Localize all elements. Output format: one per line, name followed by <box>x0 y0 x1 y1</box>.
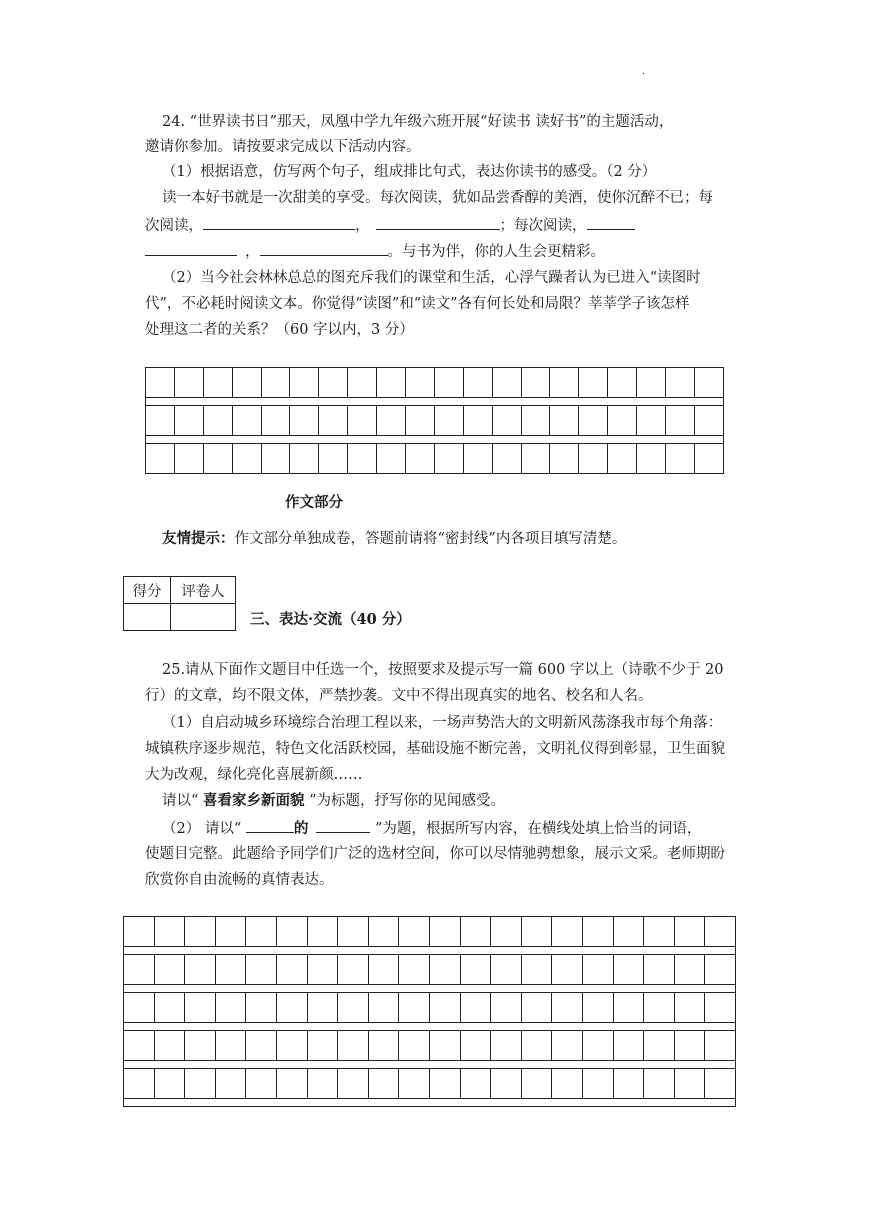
grid-cell[interactable] <box>174 406 203 436</box>
grid-cell[interactable] <box>348 368 377 398</box>
grid-cell[interactable] <box>124 917 155 947</box>
grid-cell[interactable] <box>705 1031 736 1061</box>
grid-cell[interactable] <box>203 368 232 398</box>
grid-cell[interactable] <box>307 917 338 947</box>
grid-cell[interactable] <box>582 917 613 947</box>
grid-separator-cell <box>124 947 736 955</box>
opt2-post: ”为题，根据所写内容，在横线处填上恰当的词语， <box>370 821 702 837</box>
grid-cell[interactable] <box>399 1069 430 1099</box>
grid-cell[interactable] <box>644 1069 675 1099</box>
grid-cell[interactable] <box>705 1069 736 1099</box>
grid-separator-cell <box>124 1023 736 1031</box>
grid-cell[interactable] <box>215 917 246 947</box>
grid-cell[interactable] <box>613 917 644 947</box>
grid-cell[interactable] <box>307 993 338 1023</box>
grid-cell[interactable] <box>232 444 261 474</box>
grid-cell[interactable] <box>203 444 232 474</box>
grid-cell[interactable] <box>644 1031 675 1061</box>
grid-cell[interactable] <box>246 1069 277 1099</box>
grid-cell[interactable] <box>215 1031 246 1061</box>
grid-cell[interactable] <box>694 406 723 436</box>
fill-b-end: 。与书为伴，你的人生会更精彩。 <box>387 244 605 260</box>
grid-row-separator <box>124 985 736 993</box>
grid-cell[interactable] <box>429 1069 460 1099</box>
grid-cell[interactable] <box>491 1031 522 1061</box>
opt2-pre: （2） 请以“ <box>162 821 246 837</box>
grid-cell[interactable] <box>185 1069 216 1099</box>
grid-cell[interactable] <box>552 1031 583 1061</box>
q25-opt2-line3: 欣赏你自由流畅的真情表达。 <box>145 872 334 888</box>
grid-cell[interactable] <box>463 406 492 436</box>
grid-cell[interactable] <box>460 993 491 1023</box>
grid-cell[interactable] <box>674 917 705 947</box>
grid-cell[interactable] <box>203 406 232 436</box>
grid-cell[interactable] <box>338 955 369 985</box>
tip-label: 友情提示： <box>162 530 235 547</box>
grid-cell[interactable] <box>399 917 430 947</box>
grid-cell[interactable] <box>460 1031 491 1061</box>
grid-cell[interactable] <box>154 955 185 985</box>
grid-cell[interactable] <box>124 993 155 1023</box>
grid-cell[interactable] <box>460 917 491 947</box>
grid-cell[interactable] <box>550 406 579 436</box>
grid-separator-cell <box>146 398 724 406</box>
grid-cell[interactable] <box>368 917 399 947</box>
grid-cell[interactable] <box>319 444 348 474</box>
grid-cell[interactable] <box>368 955 399 985</box>
grid-cell[interactable] <box>644 993 675 1023</box>
grid-cell[interactable] <box>174 368 203 398</box>
fill-comma-2: ， <box>245 244 260 260</box>
grid-cell[interactable] <box>246 955 277 985</box>
grid-cell[interactable] <box>582 993 613 1023</box>
q24-line2: 邀请你参加。请按要求完成以下活动内容。 <box>145 139 421 155</box>
grid-cell[interactable] <box>348 444 377 474</box>
grid-row-separator <box>146 398 724 406</box>
q24-sub2-line1: （2）当今社会林林总总的图充斥我们的课堂和生活，心浮气躁者认为已进入“读图时 <box>162 270 701 286</box>
answer-blank-2[interactable] <box>376 215 500 230</box>
grid-cell[interactable] <box>521 993 552 1023</box>
grid-cell[interactable] <box>246 1031 277 1061</box>
grid-separator-cell <box>124 985 736 993</box>
grid-cell[interactable] <box>246 993 277 1023</box>
grid-cell[interactable] <box>276 917 307 947</box>
title-blank-1[interactable] <box>246 818 294 833</box>
grid-cell[interactable] <box>154 1031 185 1061</box>
grid-cell[interactable] <box>124 955 155 985</box>
grid-cell[interactable] <box>492 368 521 398</box>
grid-cell[interactable] <box>666 368 695 398</box>
grid-cell[interactable] <box>582 1069 613 1099</box>
q25-opt1-line1: （1）自启动城乡环境综合治理工程以来，一场声势浩大的文明新风荡涤我市每个角落： <box>162 715 723 731</box>
q24-fill-line-a <box>145 215 745 236</box>
grid-separator-cell <box>146 436 724 444</box>
grid-cell[interactable] <box>521 955 552 985</box>
score-cell[interactable] <box>124 604 171 631</box>
grid-cell[interactable] <box>215 1069 246 1099</box>
grid-cell[interactable] <box>146 444 175 474</box>
q25-opt2-line2: 使题目完整。此题给予同学们广泛的选材空间，你可以尽情驰骋想象，展示文采。老师期盼 <box>145 846 725 862</box>
grid-cell[interactable] <box>232 406 261 436</box>
grader-header: 评卷人 <box>171 577 236 604</box>
q25-opt1-line3: 大为改观，绿化亮化喜展新颜…… <box>145 767 363 783</box>
grid-cell[interactable] <box>246 917 277 947</box>
tip-line <box>162 529 762 549</box>
grid-cell[interactable] <box>406 406 435 436</box>
opt1-prompt-post: ”为标题，抒写你的见闻感受。 <box>304 793 506 809</box>
grid-cell[interactable] <box>290 444 319 474</box>
grid-cell[interactable] <box>644 917 675 947</box>
q25-opt2-line1 <box>162 818 762 839</box>
grid-cell[interactable] <box>307 1031 338 1061</box>
grid-cell[interactable] <box>674 993 705 1023</box>
grid-cell[interactable] <box>338 1069 369 1099</box>
grid-cell[interactable] <box>185 1031 216 1061</box>
q25-opt1-prompt <box>162 791 762 811</box>
grid-cell[interactable] <box>319 406 348 436</box>
grid-cell[interactable] <box>124 1069 155 1099</box>
grid-cell[interactable] <box>463 368 492 398</box>
grid-cell[interactable] <box>434 406 463 436</box>
grid-cell[interactable] <box>338 917 369 947</box>
grid-cell[interactable] <box>674 1031 705 1061</box>
grid-cell[interactable] <box>276 1031 307 1061</box>
grid-cell[interactable] <box>215 993 246 1023</box>
answer-grid-short[interactable] <box>145 367 724 474</box>
grid-cell[interactable] <box>550 368 579 398</box>
grid-cell[interactable] <box>261 444 290 474</box>
grid-cell[interactable] <box>491 955 522 985</box>
grid-cell[interactable] <box>185 917 216 947</box>
q25-line2: 行）的文章，均不限文体，严禁抄袭。文中不得出现真实的地名、校名和人名。 <box>145 688 653 704</box>
q24-line1: 24. “世界读书日”那天，凤凰中学九年级六班开展“好读书 读好书”的主题活动， <box>162 114 674 130</box>
grid-cell[interactable] <box>463 444 492 474</box>
essay-writing-grid[interactable] <box>123 916 736 1107</box>
grid-cell[interactable] <box>399 1031 430 1061</box>
grid-cell[interactable] <box>491 1069 522 1099</box>
grid-cell[interactable] <box>319 368 348 398</box>
grid-cell[interactable] <box>521 1069 552 1099</box>
fill-a-mid: ；每次阅读， <box>499 218 587 234</box>
grid-cell[interactable] <box>215 955 246 985</box>
q25-line1: 25.请从下面作文题目中任选一个，按照要求及提示写一篇 600 字以上（诗歌不少于 20 <box>162 662 724 678</box>
grid-cell[interactable] <box>608 444 637 474</box>
grid-cell[interactable] <box>674 955 705 985</box>
grid-cell[interactable] <box>492 406 521 436</box>
section-3-heading: 三、表达·交流（40 分） <box>250 611 411 628</box>
grid-cell[interactable] <box>644 955 675 985</box>
grid-cell[interactable] <box>434 444 463 474</box>
grid-cell[interactable] <box>146 368 175 398</box>
grid-cell[interactable] <box>521 368 550 398</box>
grid-cell[interactable] <box>290 406 319 436</box>
grid-cell[interactable] <box>613 955 644 985</box>
grid-cell[interactable] <box>613 1069 644 1099</box>
grid-cell[interactable] <box>521 1031 552 1061</box>
grid-cell[interactable] <box>276 955 307 985</box>
grid-cell[interactable] <box>550 444 579 474</box>
grid-cell[interactable] <box>377 406 406 436</box>
grid-row-separator <box>124 947 736 955</box>
fill-a-prefix: 次阅读， <box>145 218 203 234</box>
grid-cell[interactable] <box>368 1031 399 1061</box>
grid-separator-cell <box>124 1061 736 1069</box>
grid-cell[interactable] <box>307 955 338 985</box>
grid-cell[interactable] <box>429 1031 460 1061</box>
grid-cell[interactable] <box>613 993 644 1023</box>
grid-cell[interactable] <box>694 368 723 398</box>
grid-cell[interactable] <box>674 1069 705 1099</box>
grid-row-separator <box>124 1023 736 1031</box>
score-header: 得分 <box>124 577 171 604</box>
grid-cell[interactable] <box>154 1069 185 1099</box>
answer-blank-3[interactable] <box>587 215 635 230</box>
opt2-de: 的 <box>293 820 309 837</box>
opt1-title: 喜看家乡新面貌 <box>203 792 305 809</box>
grid-cell[interactable] <box>582 1031 613 1061</box>
grid-cell[interactable] <box>705 955 736 985</box>
q25-opt1-line2: 城镇秩序逐步规范，特色文化活跃校园，基础设施不断完善，文明礼仪得到彰显，卫生面貌 <box>145 741 725 757</box>
grid-cell[interactable] <box>276 993 307 1023</box>
grid-cell[interactable] <box>368 1069 399 1099</box>
grid-separator-cell <box>124 1099 736 1107</box>
grid-cell[interactable] <box>705 917 736 947</box>
grid-cell[interactable] <box>579 368 608 398</box>
grid-cell[interactable] <box>521 444 550 474</box>
grid-cell[interactable] <box>552 1069 583 1099</box>
grid-cell[interactable] <box>608 406 637 436</box>
grid-cell[interactable] <box>579 444 608 474</box>
grid-cell[interactable] <box>276 1069 307 1099</box>
grid-cell[interactable] <box>552 955 583 985</box>
grid-cell[interactable] <box>154 993 185 1023</box>
grid-cell[interactable] <box>348 406 377 436</box>
essay-section-title: 作文部分 <box>285 494 343 511</box>
grid-cell[interactable] <box>399 993 430 1023</box>
grid-cell[interactable] <box>552 917 583 947</box>
grid-cell[interactable] <box>705 993 736 1023</box>
grid-cell[interactable] <box>694 444 723 474</box>
grid-cell[interactable] <box>582 955 613 985</box>
fill-comma-1: ， <box>355 218 370 234</box>
grid-cell[interactable] <box>637 444 666 474</box>
grid-cell[interactable] <box>492 444 521 474</box>
grid-cell[interactable] <box>429 955 460 985</box>
grid-cell[interactable] <box>124 1031 155 1061</box>
grid-cell[interactable] <box>174 444 203 474</box>
grid-cell[interactable] <box>290 368 319 398</box>
grader-cell[interactable] <box>171 604 236 631</box>
grid-cell[interactable] <box>608 368 637 398</box>
grid-cell[interactable] <box>261 406 290 436</box>
grid-cell[interactable] <box>460 955 491 985</box>
grid-cell[interactable] <box>406 368 435 398</box>
q24-sub2-line3: 处理这二者的关系？（60 字以内，3 分） <box>145 322 414 338</box>
opt1-prompt-pre: 请以“ <box>162 793 204 809</box>
grid-cell[interactable] <box>460 1069 491 1099</box>
grid-cell[interactable] <box>491 993 522 1023</box>
grid-cell[interactable] <box>406 444 435 474</box>
tip-text: 作文部分单独成卷，答题前请将“密封线”内各项目填写清楚。 <box>234 531 627 547</box>
grid-cell[interactable] <box>377 444 406 474</box>
grid-cell[interactable] <box>232 368 261 398</box>
score-table <box>123 576 236 631</box>
grid-cell[interactable] <box>637 406 666 436</box>
grid-cell[interactable] <box>521 917 552 947</box>
grid-cell[interactable] <box>429 917 460 947</box>
grid-cell[interactable] <box>154 917 185 947</box>
grid-cell[interactable] <box>579 406 608 436</box>
grid-cell[interactable] <box>338 1031 369 1061</box>
q24-sub2-line2: 代”，不必耗时阅读文本。你觉得“读图”和“读文”各有何长处和局限？莘莘学子该怎样 <box>145 296 690 312</box>
grid-cell[interactable] <box>368 993 399 1023</box>
grid-cell[interactable] <box>377 368 406 398</box>
q24-fill-line-b <box>145 241 745 262</box>
answer-blank-4[interactable] <box>145 241 237 256</box>
grid-cell[interactable] <box>613 1031 644 1061</box>
q24-sub1: （1）根据语意，仿写两个句子，组成排比句式，表达你读书的感受。（2 分） <box>162 164 657 180</box>
grid-cell[interactable] <box>491 917 522 947</box>
grid-cell[interactable] <box>185 955 216 985</box>
grid-row-separator <box>124 1099 736 1107</box>
grid-cell[interactable] <box>185 993 216 1023</box>
grid-cell[interactable] <box>261 368 290 398</box>
grid-cell[interactable] <box>307 1069 338 1099</box>
grid-row-separator <box>146 436 724 444</box>
grid-cell[interactable] <box>521 406 550 436</box>
grid-cell[interactable] <box>666 444 695 474</box>
answer-blank-1[interactable] <box>203 215 355 230</box>
answer-blank-5[interactable] <box>260 241 388 256</box>
grid-cell[interactable] <box>434 368 463 398</box>
grid-cell[interactable] <box>146 406 175 436</box>
header-dot: . <box>642 66 646 77</box>
grid-cell[interactable] <box>429 993 460 1023</box>
grid-cell[interactable] <box>666 406 695 436</box>
grid-cell[interactable] <box>338 993 369 1023</box>
grid-row-separator <box>124 1061 736 1069</box>
grid-cell[interactable] <box>399 955 430 985</box>
grid-cell[interactable] <box>552 993 583 1023</box>
title-blank-2[interactable] <box>316 818 370 833</box>
q24-example-line: 读一本好书就是一次甜美的享受。每次阅读，犹如品尝香醇的美酒，使你沉醉不已；每 <box>162 190 713 206</box>
grid-cell[interactable] <box>637 368 666 398</box>
